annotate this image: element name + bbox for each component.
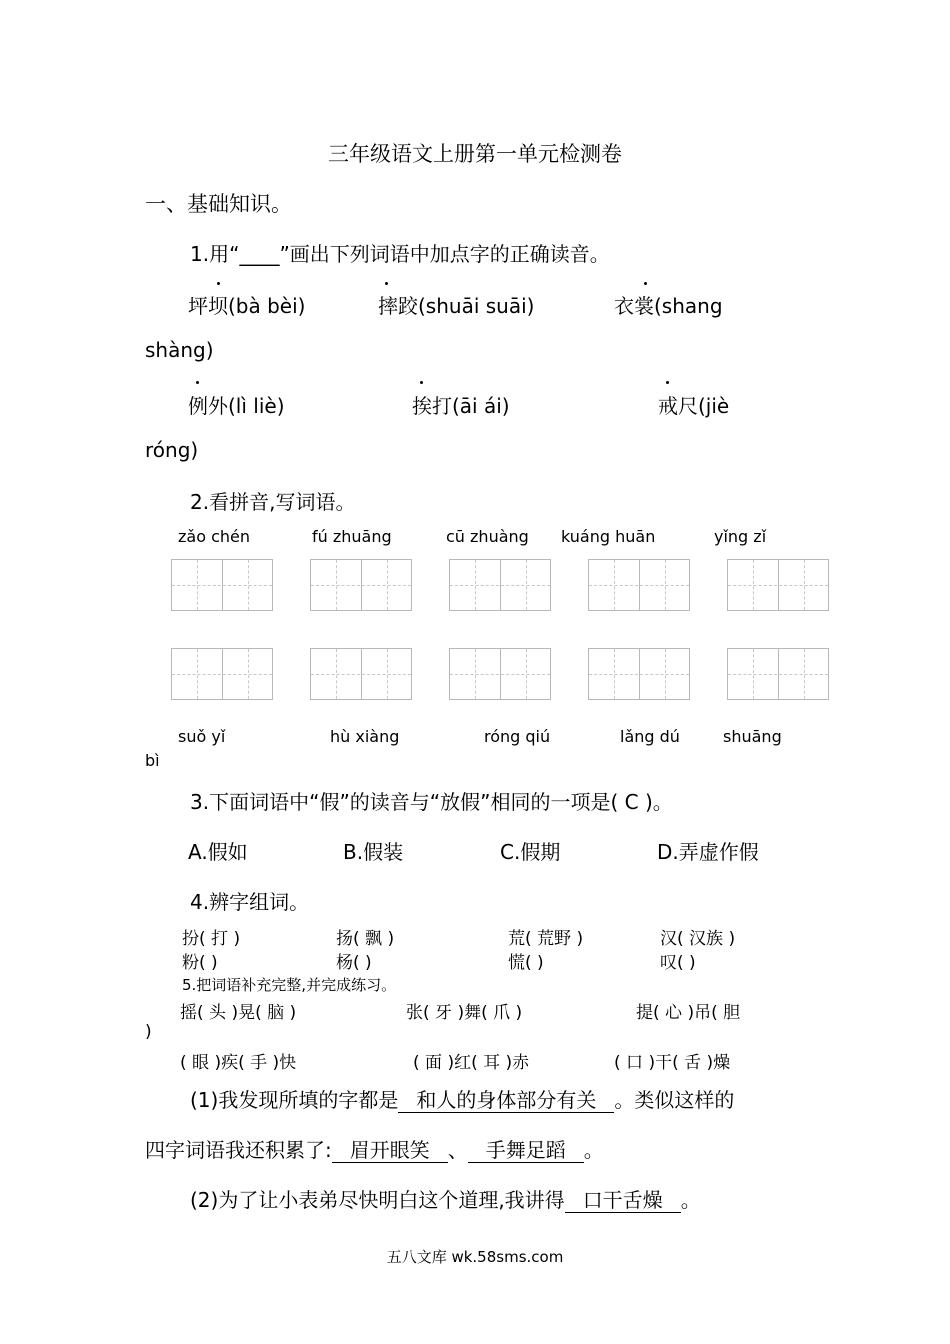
idiom-item: ( 眼 )疾( 手 )快 bbox=[180, 1053, 297, 1073]
idiom-item: 张( 牙 )舞( 爪 ) bbox=[406, 1003, 523, 1023]
idiom-item: 摇( 头 )晃( 脑 ) bbox=[180, 1003, 297, 1023]
answer-blank[interactable]: 和人的身体部分有关 bbox=[398, 1089, 614, 1113]
pinyin-label: fú zhuāng bbox=[312, 527, 392, 546]
question-3-prompt: 3.下面词语中“假”的读音与“放假”相同的一项是( C )。 bbox=[190, 790, 673, 814]
word-group-item: 汉( 汉族 ) bbox=[660, 929, 736, 949]
writing-grid[interactable] bbox=[727, 559, 829, 611]
emphasis-dot bbox=[217, 282, 220, 285]
writing-grid[interactable] bbox=[588, 559, 690, 611]
word-group-item: 扬( 飘 ) bbox=[336, 929, 395, 949]
word-group-item: 杨( ) bbox=[336, 953, 372, 973]
pinyin-wrap: bì bbox=[145, 751, 160, 770]
reading-word: 挨打 bbox=[412, 394, 452, 418]
question-2-prompt: 2.看拼音,写词语。 bbox=[190, 490, 356, 514]
writing-grid[interactable] bbox=[310, 559, 412, 611]
word-group-item: 粉( ) bbox=[182, 953, 218, 973]
sub-question-text: 。 bbox=[680, 1188, 701, 1212]
sub-question-1 bbox=[190, 1084, 734, 1113]
sub-question-text: (2)为了让小表弟尽快明白这个道理,我讲得 bbox=[190, 1188, 565, 1212]
word-group-item: 叹( ) bbox=[660, 953, 696, 973]
reading-options: (shang bbox=[654, 294, 723, 318]
reading-options: (shuāi suāi) bbox=[418, 294, 535, 318]
reading-options: (āi ái) bbox=[452, 394, 510, 418]
sub-question-1-continued bbox=[145, 1134, 604, 1163]
pinyin-label: yǐng zǐ bbox=[714, 527, 767, 546]
reading-item-6 bbox=[658, 390, 729, 419]
sub-question-2 bbox=[190, 1184, 701, 1213]
reading-wrap-1: shàng) bbox=[145, 338, 214, 362]
reading-options: (jiè bbox=[698, 394, 730, 418]
pinyin-label: kuáng huān bbox=[561, 527, 656, 546]
footer-watermark: 五八文库 wk.58sms.com bbox=[386, 1248, 564, 1266]
word-group-item: 扮( 打 ) bbox=[182, 929, 241, 949]
reading-word: 坪坝 bbox=[188, 294, 228, 318]
writing-grid[interactable] bbox=[588, 648, 690, 700]
word-group-item: 荒( 荒野 ) bbox=[508, 929, 584, 949]
writing-grid[interactable] bbox=[310, 648, 412, 700]
pinyin-label: suǒ yǐ bbox=[178, 727, 226, 746]
writing-grid[interactable] bbox=[449, 559, 551, 611]
word-group-item: 慌( ) bbox=[508, 953, 544, 973]
emphasis-dot bbox=[666, 381, 669, 384]
sub-question-text: 四字词语我还积累了: bbox=[145, 1138, 332, 1162]
reading-item-1 bbox=[188, 290, 305, 319]
reading-wrap-2: róng) bbox=[145, 438, 199, 462]
question-1-prompt: 1.用“____”画出下列词语中加点字的正确读音。 bbox=[190, 242, 610, 266]
option-a: A.假如 bbox=[188, 840, 248, 864]
emphasis-dot bbox=[644, 282, 647, 285]
reading-item-3 bbox=[614, 290, 723, 319]
question-4-prompt: 4.辨字组词。 bbox=[190, 890, 310, 914]
sub-question-text: 。类似这样的 bbox=[614, 1088, 735, 1112]
reading-word: 衣裳 bbox=[614, 294, 654, 318]
answer-blank[interactable]: 手舞足蹈 bbox=[468, 1139, 584, 1163]
reading-word: 戒尺 bbox=[658, 394, 698, 418]
pinyin-label: zǎo chén bbox=[178, 527, 250, 546]
section-heading: 一、基础知识。 bbox=[145, 192, 292, 216]
page-title: 三年级语文上册第一单元检测卷 bbox=[328, 142, 622, 166]
reading-word: 摔跤 bbox=[378, 294, 418, 318]
option-d: D.弄虚作假 bbox=[657, 840, 759, 864]
writing-grid[interactable] bbox=[727, 648, 829, 700]
reading-options: (lì liè) bbox=[228, 394, 285, 418]
pinyin-label: cū zhuàng bbox=[446, 527, 529, 546]
emphasis-dot bbox=[385, 282, 388, 285]
idiom-wrap: ) bbox=[145, 1022, 152, 1042]
emphasis-dot bbox=[196, 381, 199, 384]
pinyin-label: lǎng dú bbox=[620, 727, 680, 746]
option-b: B.假装 bbox=[343, 840, 404, 864]
emphasis-dot bbox=[420, 381, 423, 384]
writing-grid[interactable] bbox=[449, 648, 551, 700]
separator: 、 bbox=[447, 1138, 468, 1162]
sub-question-text: 。 bbox=[583, 1138, 604, 1162]
idiom-item: 提( 心 )吊( 胆 bbox=[636, 1003, 741, 1023]
sub-question-text: (1)我发现所填的字都是 bbox=[190, 1088, 399, 1112]
pinyin-label: róng qiú bbox=[484, 727, 551, 746]
reading-options: (bà bèi) bbox=[228, 294, 306, 318]
writing-grid[interactable] bbox=[171, 648, 273, 700]
writing-grid[interactable] bbox=[171, 559, 273, 611]
idiom-item: ( 面 )红( 耳 )赤 bbox=[413, 1053, 530, 1073]
answer-blank[interactable]: 眉开眼笑 bbox=[332, 1139, 448, 1163]
option-c: C.假期 bbox=[500, 840, 561, 864]
pinyin-label: hù xiàng bbox=[330, 727, 400, 746]
reading-item-4 bbox=[188, 390, 285, 419]
answer-blank[interactable]: 口干舌燥 bbox=[565, 1189, 681, 1213]
pinyin-label: shuāng bbox=[723, 727, 782, 746]
reading-item-2 bbox=[378, 290, 534, 319]
question-5-prompt: 5.把词语补充完整,并完成练习。 bbox=[182, 976, 397, 994]
reading-word: 例外 bbox=[188, 394, 228, 418]
reading-item-5 bbox=[412, 390, 510, 419]
idiom-item: ( 口 )干( 舌 )燥 bbox=[614, 1053, 731, 1073]
